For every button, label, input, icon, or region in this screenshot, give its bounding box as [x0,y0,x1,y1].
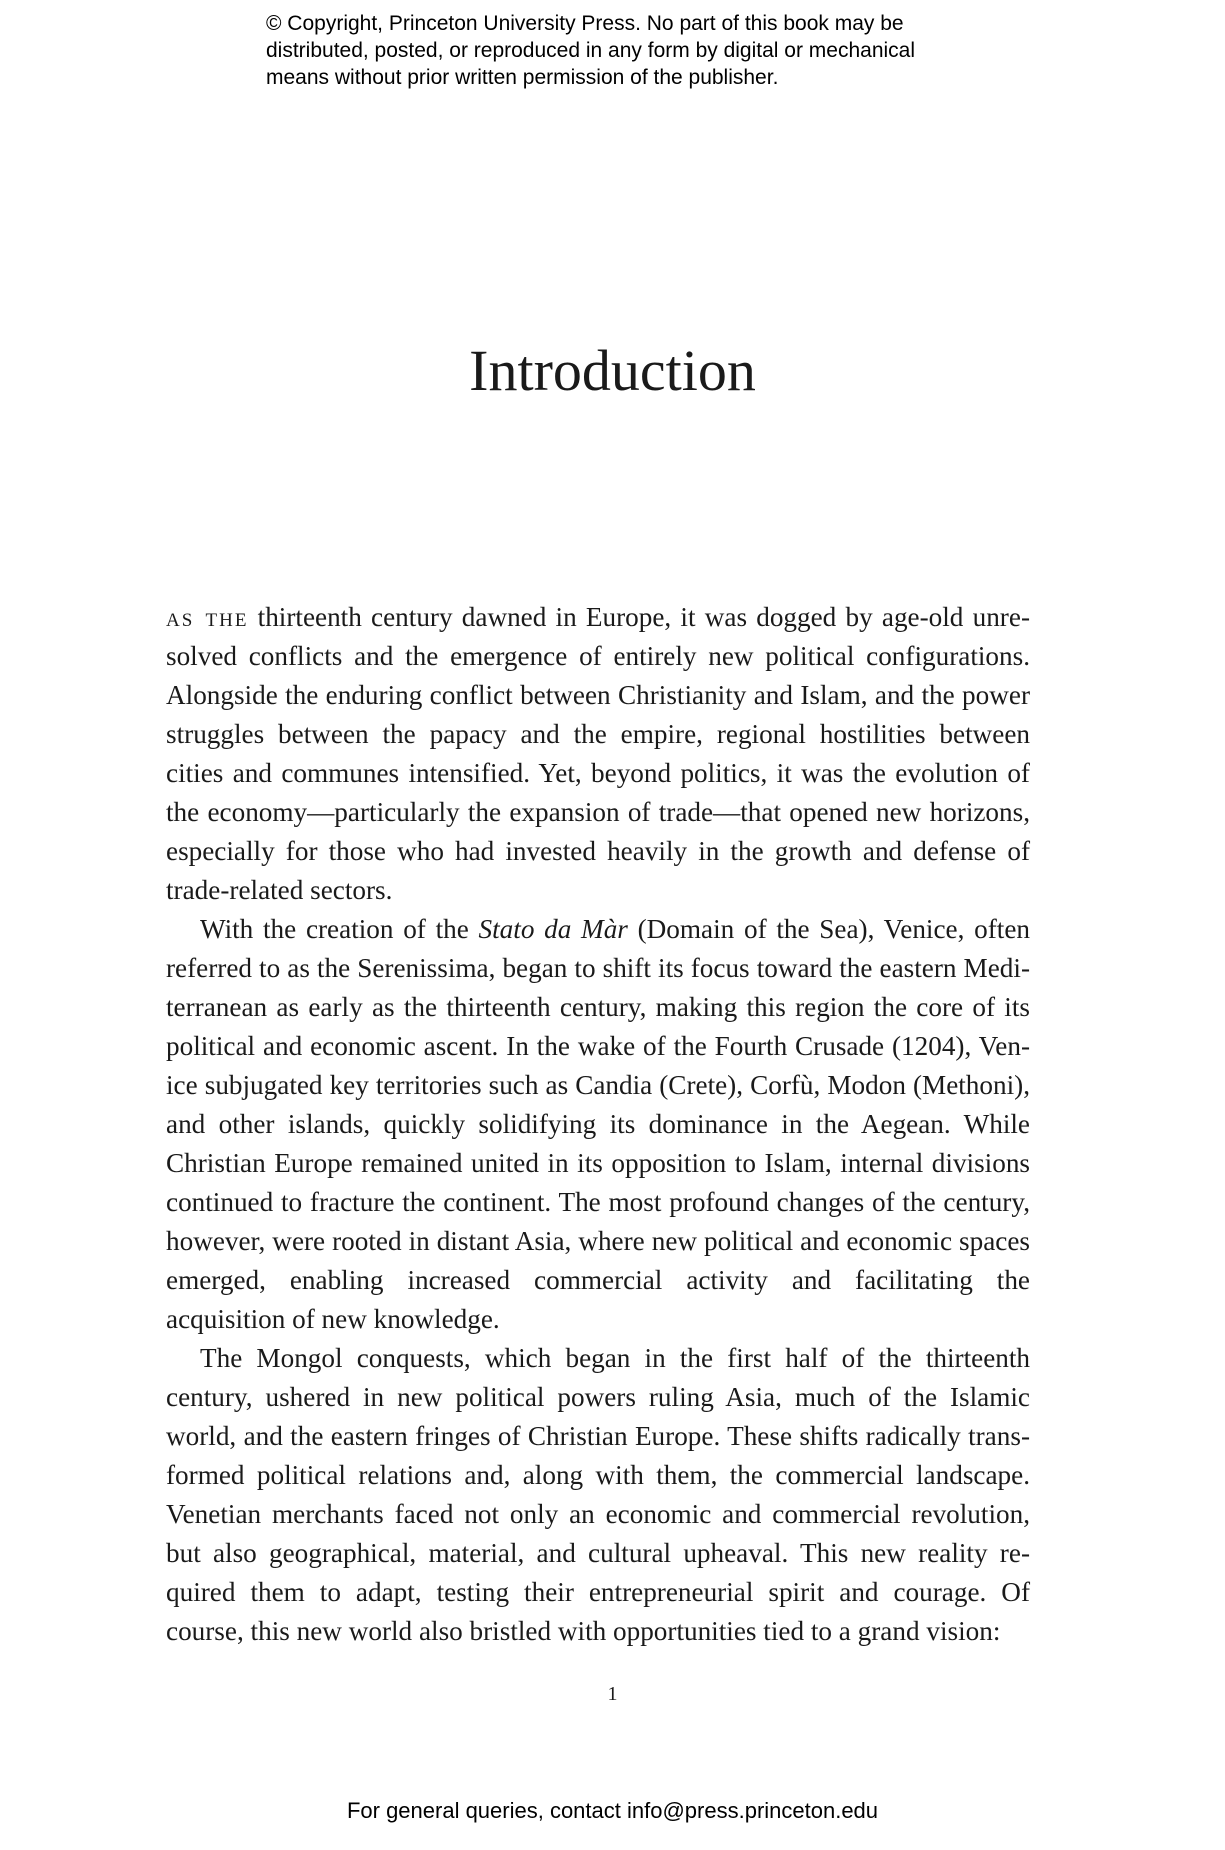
paragraph-2-italic-term: Stato da Màr [478,914,628,944]
paragraph-2-text-before: With the creation of the [200,914,479,944]
paragraph-3-text: The Mongol conquests, which began in the first half of the thirteenth century, ushered in new political powers ruling Asia, much of the Islamic world, and the eastern fringes of Christian Europe. These shifts radically transformed political relations and, along with them, the commercial landscape. Venetian merchants faced not only an economic and commercial revolution, but also geographical, material, and cultural upheaval. This new reality required them to adapt, testing their entrepreneurial spirit and courage. Of course, this new world also bristled with opportunities tied to a grand vision: [166,1343,1030,1646]
paragraph-2-text-after: (Domain of the Sea), Venice, often referred to as the Serenissima, began to shift its focus toward the eastern Mediterranean as early as the thirteenth century, making this region the core of its political and economic ascent. In the wake of the Fourth Crusade (1204), Venice subjugated key territories such as Candia (Crete), Corfù, Modon (Methoni), and other islands, quickly solidifying its dominance in the Aegean. While Christian Europe remained united in its opposition to Islam, internal divisions continued to fracture the continent. The most profound changes of the century, however, were rooted in distant Asia, where new political and economic spaces emerged, enabling increased commercial activity and facilitating the acquisition of new knowledge. [166,914,1030,1334]
body-text [166,598,1030,1651]
page-number: 1 [607,1683,618,1705]
chapter-title: Introduction [469,338,756,403]
paragraph-lead-in: as the [166,602,249,632]
paragraph-3 [166,1339,1030,1651]
paragraph-2 [166,910,1030,1339]
paragraph-1 [166,598,1030,910]
footer-contact: For general queries, contact info@press.princeton.edu [346,1798,879,1823]
copyright-notice: © Copyright, Princeton University Press. No part of this book may be distributed, posted, or reproduced in any form by digital or mechanical means without prior written permission of the publisher. [266,12,916,89]
paragraph-1-text: thirteenth century dawned in Europe, it was dogged by age-old unresolved conflicts and the emergence of entirely new political configurations. Alongside the enduring conflict between Christianity and Islam, and the power struggles between the papacy and the empire, regional hostilities between cities and communes intensified. Yet, beyond politics, it was the evolution of the economy—particularly the expansion of trade—that opened new horizons, especially for those who had invested heavily in the growth and defense of trade-related sectors. [166,602,1030,905]
